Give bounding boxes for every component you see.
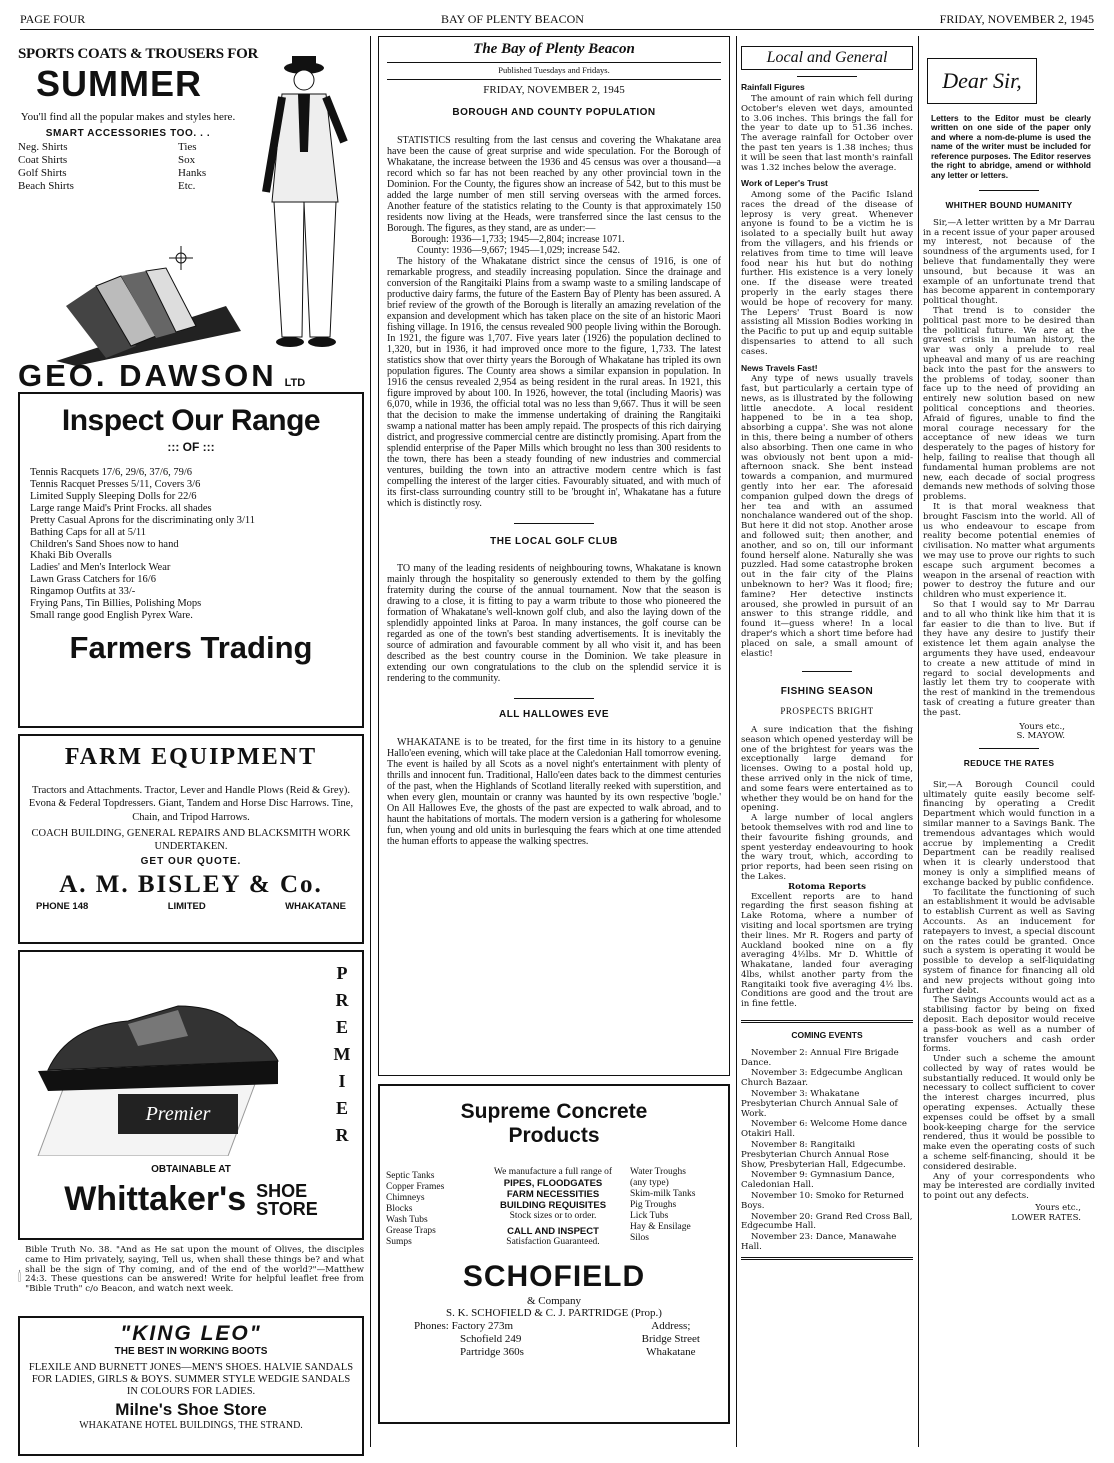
- divider: [802, 671, 852, 672]
- farmers-title: Inspect Our Range: [61, 404, 321, 437]
- local-title: Local and General: [741, 46, 913, 70]
- schofield-right-item: (any type): [630, 1177, 669, 1188]
- shoe-box-label: Premier: [145, 1103, 211, 1125]
- letter2-sign: [923, 1204, 1095, 1224]
- dawson-list-item: Golf Shirts: [18, 166, 67, 179]
- editorial-published: Published Tuesdays and Fridays.: [387, 62, 721, 80]
- dawson-list-item: Ties: [178, 141, 197, 154]
- letter2-yours: Yours etc.,: [1035, 1203, 1081, 1214]
- golf-p: TO many of the leading residents of neighbouring towns, Whakatane is known mainly through the hospitality so generously extended to them by the golfing fraternity during the course of the annual tournament. Now that the season is drawing to a close, it is fitting to pay a warm tribute to those who pioneered the formation of Whakatane's well-known golf club, and also the laying down of the splendidly appointed links at Paroa. In many instances, the golf course can be regarded as one of the town's best standing advertisements. It is inevitably the source of admiration and favourable comment by all who visit it, and has been described as the best country course in the Dominion. We take pleasure in extending our own congratulations to the club on the splendid service it is rendering to the community.: [387, 563, 721, 685]
- store-word: STORE: [256, 1198, 318, 1219]
- editorial-date: FRIDAY, NOVEMBER 2, 1945: [483, 84, 625, 97]
- dear-sir-logo: [927, 58, 1037, 104]
- rainfall-heading: Rainfall Figures: [741, 82, 805, 93]
- ads-column: [18, 36, 364, 1456]
- schofield-caps-item: FARM NECESSITIES: [506, 1188, 600, 1200]
- editorial-section: [378, 36, 730, 1076]
- headline-hallowes: ALL HALLOWES EVE: [498, 709, 610, 721]
- letter1-paragraph: So that I would say to Mr Darrau and to all who think like him that it is far easier to die than to live. But if they have any desire to justify their existence let them again analyse the arguments they have used, endeavour to create a new attitude of mind in regard to social developments and lastly let them try to cooperate with the rest of mankind in the tremendous task of creating a future greater than the past.: [923, 599, 1095, 718]
- farmers-item: Khaki Bib Overalls: [30, 550, 112, 562]
- letters-column: [923, 36, 1095, 1456]
- schofield-company: & Company: [526, 1294, 582, 1307]
- dawson-list-right: [178, 141, 238, 192]
- schofield-phone-factory: Phones: Factory 273m: [414, 1320, 513, 1333]
- event-item: November 6: Welcome Home dance Otakiri Hall.: [741, 1119, 907, 1140]
- headline-golf: THE LOCAL GOLF CLUB: [490, 535, 618, 547]
- whittaker-name-row: [26, 1180, 356, 1219]
- bisley-town: WHAKATANE: [285, 900, 346, 912]
- bisley-footer: [26, 899, 356, 914]
- schofield-right-item: Pig Troughs: [630, 1199, 677, 1210]
- divider: [979, 190, 1039, 191]
- event-item: November 3: Whakatane Presbyterian Church Annual Sale of Work.: [741, 1088, 898, 1119]
- letter1-body: [923, 219, 1095, 719]
- fishing-text-2: A large number of local anglers betook themselves with rod and line to their favourite fishing grounds, and spent yesterday endeavouring to hook the wary trout, which, according to prior reports, had been seen rising on the Lakes.: [741, 813, 913, 882]
- event-item: November 23: Dance, Manawahe Hall.: [741, 1232, 897, 1252]
- population-county: County: 1936—9,667; 1945—1,029; increase 542.: [417, 244, 621, 256]
- population-borough: Borough: 1936—1,733; 1945—2,804; increase 1071.: [411, 233, 625, 245]
- event-item: November 2: Annual Fire Brigade Dance.: [741, 1047, 899, 1068]
- schofield-caps-item: BUILDING REQUISITES: [499, 1199, 607, 1211]
- letters-notice: Letters to the Editor must be clearly written on one side of the paper only and where a nom-de-plume is used the name of the writer must be included for reference purposes. The Editor reserves the right to abridge, amend or withhold any letter or letters.: [931, 113, 1091, 180]
- fishing-heading: FISHING SEASON: [780, 686, 874, 698]
- letter1-sign: [923, 723, 1095, 743]
- population-p1: STATISTICS resulting from the last census and covering the Whakatane area have been the cause of great surprise and wide speculation. For the Borough of Whakatane, the increase between the 1936 and 45 census was over a thousand—a record which so far has not been reached by any other provincial town in the Dominion. For the County, the figures show an increase of 542, but to this must be added the large number of men still serving overseas with the armed forces. Another feature of the statistics relating to the County is that approximately 150 residents now living at the Heads, were transferred since the last census to the Borough. The figures, as they stand, are as under:—: [387, 134, 721, 234]
- fishing-text: A sure indication that the fishing season which opened yesterday will be one of the brightest for years was the exceptionally large demand for licenses. Owing to a postal hold up, these arrived only in the nick of time, and some fears were entertained as to whether they would be on hand for the opening.: [741, 724, 913, 814]
- wavy-divider: [741, 1257, 913, 1260]
- milne-body: FLEXILE AND BURNETT JONES—MEN'S SHOES. HALVIE SANDALS FOR LADIES, GIRLS & BOYS. SUMMER STYLE WEDGIE SANDALS IN COLOURS FOR LADIES.: [28, 1361, 354, 1398]
- letter2-body: [923, 781, 1095, 1202]
- bisley-ad: [18, 734, 364, 944]
- headline-population: BOROUGH AND COUNTY POPULATION: [452, 107, 656, 118]
- dawson-ad: [18, 46, 364, 393]
- event-item: November 10: Smoko for Returned Boys.: [741, 1190, 905, 1211]
- news-text: Any type of news usually travels fast, but particularly a certain type of news, as is illustrated by the following little anecdote. A local resident happened to be in a tea shop, absorbing a cuppa'. She was not alone in this, there being a number of others also absorbing. Then one came in who was obviously not bent upon a mid-afternoon snack. She bent instead towards a companion, and murmured gently into her ear. The aforesaid companion gulped down the dregs of her tea and with an assumed nonchalance wandered out of the shop. But here it did not stop. Another arose and followed suit; then another, and another, and so on, till our informant found herself alone. Naturally she was puzzled. Had some catastrophe broken out in the fair city of the Plains unbeknown to her? Was it flood; fire; famine? Her detective instincts aroused, she prowled in pursuit of an answer to this strange riddle, and found it—guess where! In a local draper's which a short time before had placed on sale, a small amount of elastic!: [741, 374, 913, 659]
- letter1-paragraph: It is that moral weakness that brought Fascism into the world. All of us who endeavour to escape from reality become potential enemies of civilisation. No matter what arguments we may use to prove our rights to such escape such argument becomes a weapon in the arsenal of reaction with power to destroy the future and our children who must experience it.: [923, 501, 1095, 601]
- schofield-title2: Products: [508, 1124, 600, 1148]
- schofield-left-item: Grease Traps: [386, 1225, 436, 1236]
- schofield-call: CALL AND INSPECT: [507, 1225, 599, 1237]
- bisley-body2: COACH BUILDING, GENERAL REPAIRS AND BLACKSMITH WORK UNDERTAKEN.: [31, 827, 351, 853]
- schofield-phone-partridge: Partridge 360s: [460, 1345, 524, 1358]
- premier-letter: P: [336, 963, 348, 983]
- farmers-item: Limited Supply Sleeping Dolls for 22/6: [30, 490, 197, 502]
- letter2-paragraph: Under such a scheme the amount collected by way of rates would be substantially reduced. It would only be necessary to collect sufficient to cover the interest charges incurred, plus operating expenses. Actually these expenses could be offset by a small book-keeping charge for the service rendered, thus it would be possible to make even the operating costs of such a scheme self-financing, should it be considered desirable.: [923, 1054, 1095, 1172]
- farmers-item: Large range Maid's Print Frocks. all shades: [30, 502, 212, 514]
- local-body: [741, 83, 913, 1259]
- bisley-quote: GET OUR QUOTE.: [140, 856, 242, 868]
- schofield-left-item: Sumps: [386, 1236, 412, 1247]
- premier-letter: I: [338, 1071, 346, 1091]
- farmers-item: Frying Pans, Tin Billies, Polishing Mops: [30, 598, 202, 610]
- schofield-name: SCHOFIELD: [462, 1259, 646, 1293]
- whittaker-name: Whittaker's: [64, 1180, 247, 1218]
- farmers-of: ::: OF :::: [167, 439, 215, 454]
- farmers-item: Small range good English Pyrex Ware.: [30, 610, 193, 622]
- bisley-title: FARM EQUIPMENT: [64, 744, 318, 770]
- wavy-divider: [741, 1020, 913, 1023]
- milne-sub: THE BEST IN WORKING BOOTS: [114, 1346, 268, 1358]
- schofield-phone-schofield: Schofield 249: [460, 1332, 522, 1345]
- letter1-signature: S. MAYOW.: [1016, 731, 1065, 742]
- hallowes-article: [387, 737, 721, 847]
- event-item: November 8: Rangitaiki Presbyterian Church Annual Rose Show, Presbyterian Hall, Edgecumbe.: [741, 1139, 906, 1170]
- farmers-item: Tennis Racquets 17/6, 29/6, 37/6, 79/6: [30, 466, 193, 478]
- editorial-nameplate: The Bay of Plenty Beacon: [473, 41, 635, 57]
- event-item: November 20: Grand Red Cross Ball, Edgecumbe Hall.: [741, 1211, 913, 1232]
- dawson-ltd: LTD: [284, 377, 306, 390]
- population-p2: The history of the Whakatane district since the census of 1916, is one of remarkable progress, and steadily increasing population. Since the drainage and conversion of the Rangitaiki Plains from a swamp waste to a smiling landscape of productive dairy farms, the future of the Eastern Bay of Plenty has been assured. A brief review of the growth of the Borough is literally an amazing revelation of the expansion and development which has taken place on the site of an historic Maori fishing village. In 1916, the census revealed 900 people living within the Borough. In 1921, the figure was 1,707. Five years later (1926) the population declined to 1,320, but in 1936, it had improved once more to the figure, 1,733. The latest statistics show that over thirty years the Borough of Whakatane has tripled its own population figures. The County area shows a similar expansion in population. In 1916 the census revealed 2,954 as being resident in the rural areas. In 1921, this figure improved by about 100. In 1926, however, the total (including Maoris) was 6,070, while in 1936, the official total was no less than 9,667. Thus it will be seen that the decision to make the immense undertaking of draining the Rangitaiki swamp a national matter has been amply repaid. The prospects of this rich dairying district, and progressive commercial centre are distinctly promising. Apart from the splendid enterprise of the Paper Mills which brought no less than 300 residents to the town, there has been a steady founding of new industries and commercial ventures, building the town into an attractive modern centre which is fast compelling the interest of the larger cities. Favourably situated, and with much of its first-class surrounding country still to be 'brought in', Whakatane has a future which is distinctly rosy.: [387, 255, 721, 509]
- schofield-products: [386, 1167, 722, 1248]
- schofield-right-item: Water Troughs: [630, 1166, 686, 1177]
- divider: [797, 76, 857, 77]
- farmers-item: Bathing Caps for all at 5/11: [30, 526, 146, 538]
- schofield-left-item: Chimneys: [386, 1192, 425, 1203]
- schofield-left-item: Blocks: [386, 1203, 413, 1214]
- schofield-street: Bridge Street: [641, 1332, 700, 1345]
- dawson-name: GEO. DAWSON: [18, 358, 277, 393]
- schofield-mid2: Stock sizes or to order.: [509, 1210, 597, 1221]
- dawson-intro: You'll find all the popular makes and styles here.: [20, 111, 236, 124]
- events-heading: COMING EVENTS: [791, 1030, 863, 1041]
- dawson-lists: [18, 141, 238, 192]
- rotoma-text: Excellent reports are to hand regarding the first season fishing at Lake Rotoma, where a number of visiting and local sportsmen are trying their lines. Mr R. Rogers and party of Auckland booked nine on a fly averaging 4½lbs. Mr D. Whittle of Whakatane, landed four averaging 4lbs, whilst another party from the Rangitaiki took five averaging 4½ lbs. Conditions are good and the trout are in fine fettle.: [741, 891, 913, 1010]
- schofield-town: Whakatane: [646, 1345, 696, 1358]
- schofield-right-list: [630, 1167, 722, 1248]
- ties-illustration: [26, 246, 246, 366]
- farmers-item: Ringamop Outfits at 33/-: [30, 586, 136, 598]
- dawson-name-row: [18, 358, 364, 394]
- bisley-body: Tractors and Attachments. Tractor, Lever and Handle Plows (Reid & Grey). Evona & Federal Topdressers. Giant, Tandem and Horse Disc Harrows. Tine, Chain, and Tripod Harrows.: [28, 784, 354, 824]
- leper-heading: Work of Leper's Trust: [741, 178, 828, 189]
- schofield-ad: [378, 1084, 730, 1424]
- farmers-item: Lawn Grass Catchers for 16/6: [30, 574, 156, 586]
- issue-date: FRIDAY, NOVEMBER 2, 1945: [939, 12, 1094, 27]
- letter1-heading: WHITHER BOUND HUMANITY: [945, 200, 1073, 211]
- schofield-partners: S. K. SCHOFIELD & C. J. PARTRIDGE (Prop.): [446, 1307, 662, 1320]
- column-rule-3: [918, 36, 919, 1447]
- premier-letter: R: [335, 990, 349, 1010]
- schofield-phones: [414, 1320, 524, 1358]
- man-illustration: [252, 52, 362, 352]
- bisley-name: A. M. BISLEY & Co.: [59, 870, 323, 898]
- golf-article: [387, 563, 721, 684]
- milne-address: WHAKATANE HOTEL BUILDINGS, THE STRAND.: [79, 1420, 303, 1432]
- farmers-item: Ladies' and Men's Interlock Wear: [30, 562, 171, 574]
- dawson-list-item: Neg. Shirts: [18, 141, 68, 154]
- schofield-left-item: Septic Tanks: [386, 1170, 435, 1181]
- schofield-address: [642, 1320, 700, 1358]
- letter1-paragraph: That trend is to consider the political past more to be desired than the political future. We are at the gravest crisis in human history, the war was only a prelude to real upheaval and many of us are reaching back into the past for the answers to the problems of today, sooner than face up to the need of providing an entirely new solution based on new political conceptions and theories. Afraid of figures, unable to find the moral courage necessary for the acceptance of new ideas we turn desperately to the pages of history for help, failing to realise that though all fundamental human problems are not new, each decade of social progress demands new methods of solving those problems.: [923, 306, 1095, 503]
- divider: [979, 748, 1039, 749]
- letter2-heading: REDUCE THE RATES: [963, 758, 1055, 769]
- dear-sir-text: Dear Sir,: [942, 68, 1022, 94]
- news-heading: News Travels Fast!: [741, 362, 818, 373]
- dawson-list-item: Hanks: [178, 166, 207, 179]
- dawson-list-item: Sox: [178, 154, 196, 167]
- dawson-list-left: [18, 141, 178, 192]
- dawson-list-item: Beach Shirts: [18, 179, 74, 192]
- schofield-left-list: [386, 1167, 476, 1248]
- premier-letter: R: [335, 1125, 349, 1145]
- farmers-name: Farmers Trading: [69, 630, 313, 666]
- schofield-contact: [386, 1320, 722, 1358]
- shoe-word: SHOE: [256, 1180, 308, 1201]
- letter2-paragraph: Sir,—A Borough Council could ultimately quite easily become self-financing by operating a Credit Department which would function in a similar manner to a Savings Bank. The tremendous advantages which would accrue by implementing a Credit Department can be readily realised when it is clearly understood that money is only a simplified means of exchange backed by public confidence.: [923, 779, 1095, 888]
- page-masthead: [20, 12, 1094, 30]
- schofield-right-item: Lick Tubs: [630, 1210, 669, 1221]
- bisley-phone: PHONE 148: [36, 900, 89, 912]
- whittaker-obtain: OBTAINABLE AT: [151, 1164, 231, 1175]
- letter1-paragraph: Sir,—A letter written by a Mr Darrau in a recent issue of your paper aroused my interest, not because of the soundness of the arguments used, for I believe that fundamentally they were unsound, but because it was an example of an unfortunate trend that has become apparent in contemporary political thought.: [923, 217, 1095, 307]
- event-item: November 3: Edgecumbe Anglican Church Bazaar.: [741, 1068, 903, 1089]
- farmers-item-list: [26, 467, 356, 623]
- shoe-illustration: [28, 966, 288, 1156]
- whittaker-ad: [18, 950, 364, 1240]
- milne-ad: [18, 1316, 364, 1456]
- dawson-list-item: Coat Shirts: [18, 154, 68, 167]
- letter1-yours: Yours etc.,: [1019, 721, 1065, 732]
- schofield-mid1: We manufacture a full range of: [493, 1166, 613, 1177]
- letter2-paragraph: Any of your correspondents who may be interested are cordially invited to point out any defects.: [923, 1171, 1095, 1202]
- bisley-limited: LIMITED: [167, 900, 206, 912]
- farmers-item: Children's Sand Shoes now to hand: [30, 538, 179, 550]
- schofield-left-item: Copper Frames: [386, 1181, 445, 1192]
- schofield-left-item: Wash Tubs: [386, 1214, 428, 1225]
- schofield-right-item: Hay & Ensilage: [630, 1221, 691, 1232]
- events-list: [741, 1049, 913, 1253]
- hallowes-p: WHAKATANE is to be treated, for the first time in its history to a genuine Hallo'een evening, which will take place at the Caledonian Hall tomorrow evening. The event is hailed by all Scots as a novel night's entertainment with plenty of thrills and innocent fun. Traditional, Hallo'een dates back to the dimmest centuries of the past, when the Highlands of Scotland literally reeked with superstition, and when every glen, mountain or cranny was haunted by its own respective 'bogle.' On All Hallowes Eve, the ghosts of the past are expected to walk abroad, and to haunt the habitations of mortals. The modern version is a gathering for wholesome fun, when young and old units in burlesquing the fears which at one time attended the human efforts to appease the walking spectres.: [387, 736, 721, 847]
- premier-letter: E: [335, 1098, 348, 1118]
- event-item: November 9: Gymnasium Dance, Caledonian Hall.: [741, 1170, 895, 1191]
- schofield-address-label: Address;: [651, 1320, 691, 1333]
- leper-text: Among some of the Pacific Island races the dread of the disease of leprosy is very great. Whenever anyone is found to be a victim he is isolated to a specially built hut away from the villagers, and his friends or relatives from time to time will leave food near his hut but do nothing further. His existence is a very lonely one. If the disease were treated properly in the early stages there would be hope of recovery for many. The Lepers' Trust Board is now assisting all Mission Bodies working in the Pacific to put up and equip suitable dispensaries to attend to all such cases.: [741, 189, 913, 357]
- farmers-item: Tennis Racquet Presses 5/11, Covers 3/6: [30, 478, 201, 490]
- premier-letter: E: [335, 1017, 348, 1037]
- milne-king-leo: "KING LEO": [120, 1322, 262, 1345]
- column-rule-2: [736, 36, 737, 1447]
- candle-icon: [18, 1246, 21, 1306]
- letter2-paragraph: To facilitate the functioning of such an establishment it would be advisable to establish Current as well as Saving Accounts. As an inducement for ratepayers to invest, a special discount on the rates could be granted. Once such a system is operating it would be possible to develop a self-liquidating system of finance for financing all old and new projects without going into further debt.: [923, 887, 1095, 996]
- dawson-headline: SPORTS COATS & TROUSERS FOR: [18, 46, 259, 62]
- schofield-title1: Supreme Concrete: [460, 1100, 648, 1123]
- editorial-column: [378, 36, 730, 1456]
- fishing-subheading: PROSPECTS BRIGHT: [780, 705, 874, 716]
- population-article: [387, 135, 721, 509]
- schofield-caps-item: PIPES, FLOODGATES: [503, 1177, 603, 1189]
- schofield-satisfaction: Satisfaction Guaranteed.: [506, 1236, 600, 1247]
- letter2-paragraph: The Savings Accounts would act as a stabilising factor by being on fixed deposit. Each depositor would receive a pass-book as well as a number of transfer vouchers and cash order forms.: [923, 995, 1095, 1055]
- page-number: PAGE FOUR: [20, 12, 86, 27]
- shoe-store-block: [256, 1182, 318, 1218]
- milne-name: Milne's Shoe Store: [115, 1400, 267, 1420]
- dawson-summer: SUMMER: [36, 63, 202, 105]
- paper-name: BAY OF PLENTY BEACON: [440, 12, 584, 27]
- dawson-accessories: SMART ACCESSORIES TOO. . .: [45, 127, 211, 139]
- schofield-right-item: Skim-milk Tanks: [630, 1188, 696, 1199]
- bible-text: Bible Truth No. 38. "And as He sat upon the mount of Olives, the disciples came to Him privately, saying, Tell us, when shall these things be? and what shall be the sign of Thy coming, and of the end of the world?"—Matthew 24:3. These questions can be answered! Write for helpful leaflet free from "Bible Truth" c/o Beacon, and watch next week.: [25, 1245, 364, 1295]
- dawson-list-item: Etc.: [178, 179, 196, 192]
- rotoma-heading: Rotoma Reports: [788, 881, 866, 892]
- rainfall-text: The amount of rain which fell during October's eleven wet days, amounted to 3.06 inches. This brings the fall for the year to date up to 51.36 inches. The average rainfall for October over the past ten years is 1.38 inches; thus it will be seen that last month's rainfall was 1.32 inches below the average.: [741, 93, 913, 173]
- schofield-caps-list: [482, 1178, 624, 1211]
- divider: [514, 698, 594, 699]
- letter2-signature: LOWER RATES.: [1011, 1212, 1081, 1223]
- local-column: [741, 36, 913, 1456]
- schofield-right-item: Silos: [630, 1232, 650, 1243]
- farmers-item: Pretty Casual Aprons for the discriminating only 3/11: [30, 514, 256, 526]
- premier-letter: M: [333, 1044, 351, 1064]
- bible-truth-notice: [18, 1246, 364, 1306]
- premier-vertical-text: [332, 960, 352, 1149]
- farmers-ad: [18, 392, 364, 728]
- column-rule-1: [370, 36, 371, 1447]
- divider: [514, 523, 594, 524]
- schofield-middle: [482, 1167, 624, 1248]
